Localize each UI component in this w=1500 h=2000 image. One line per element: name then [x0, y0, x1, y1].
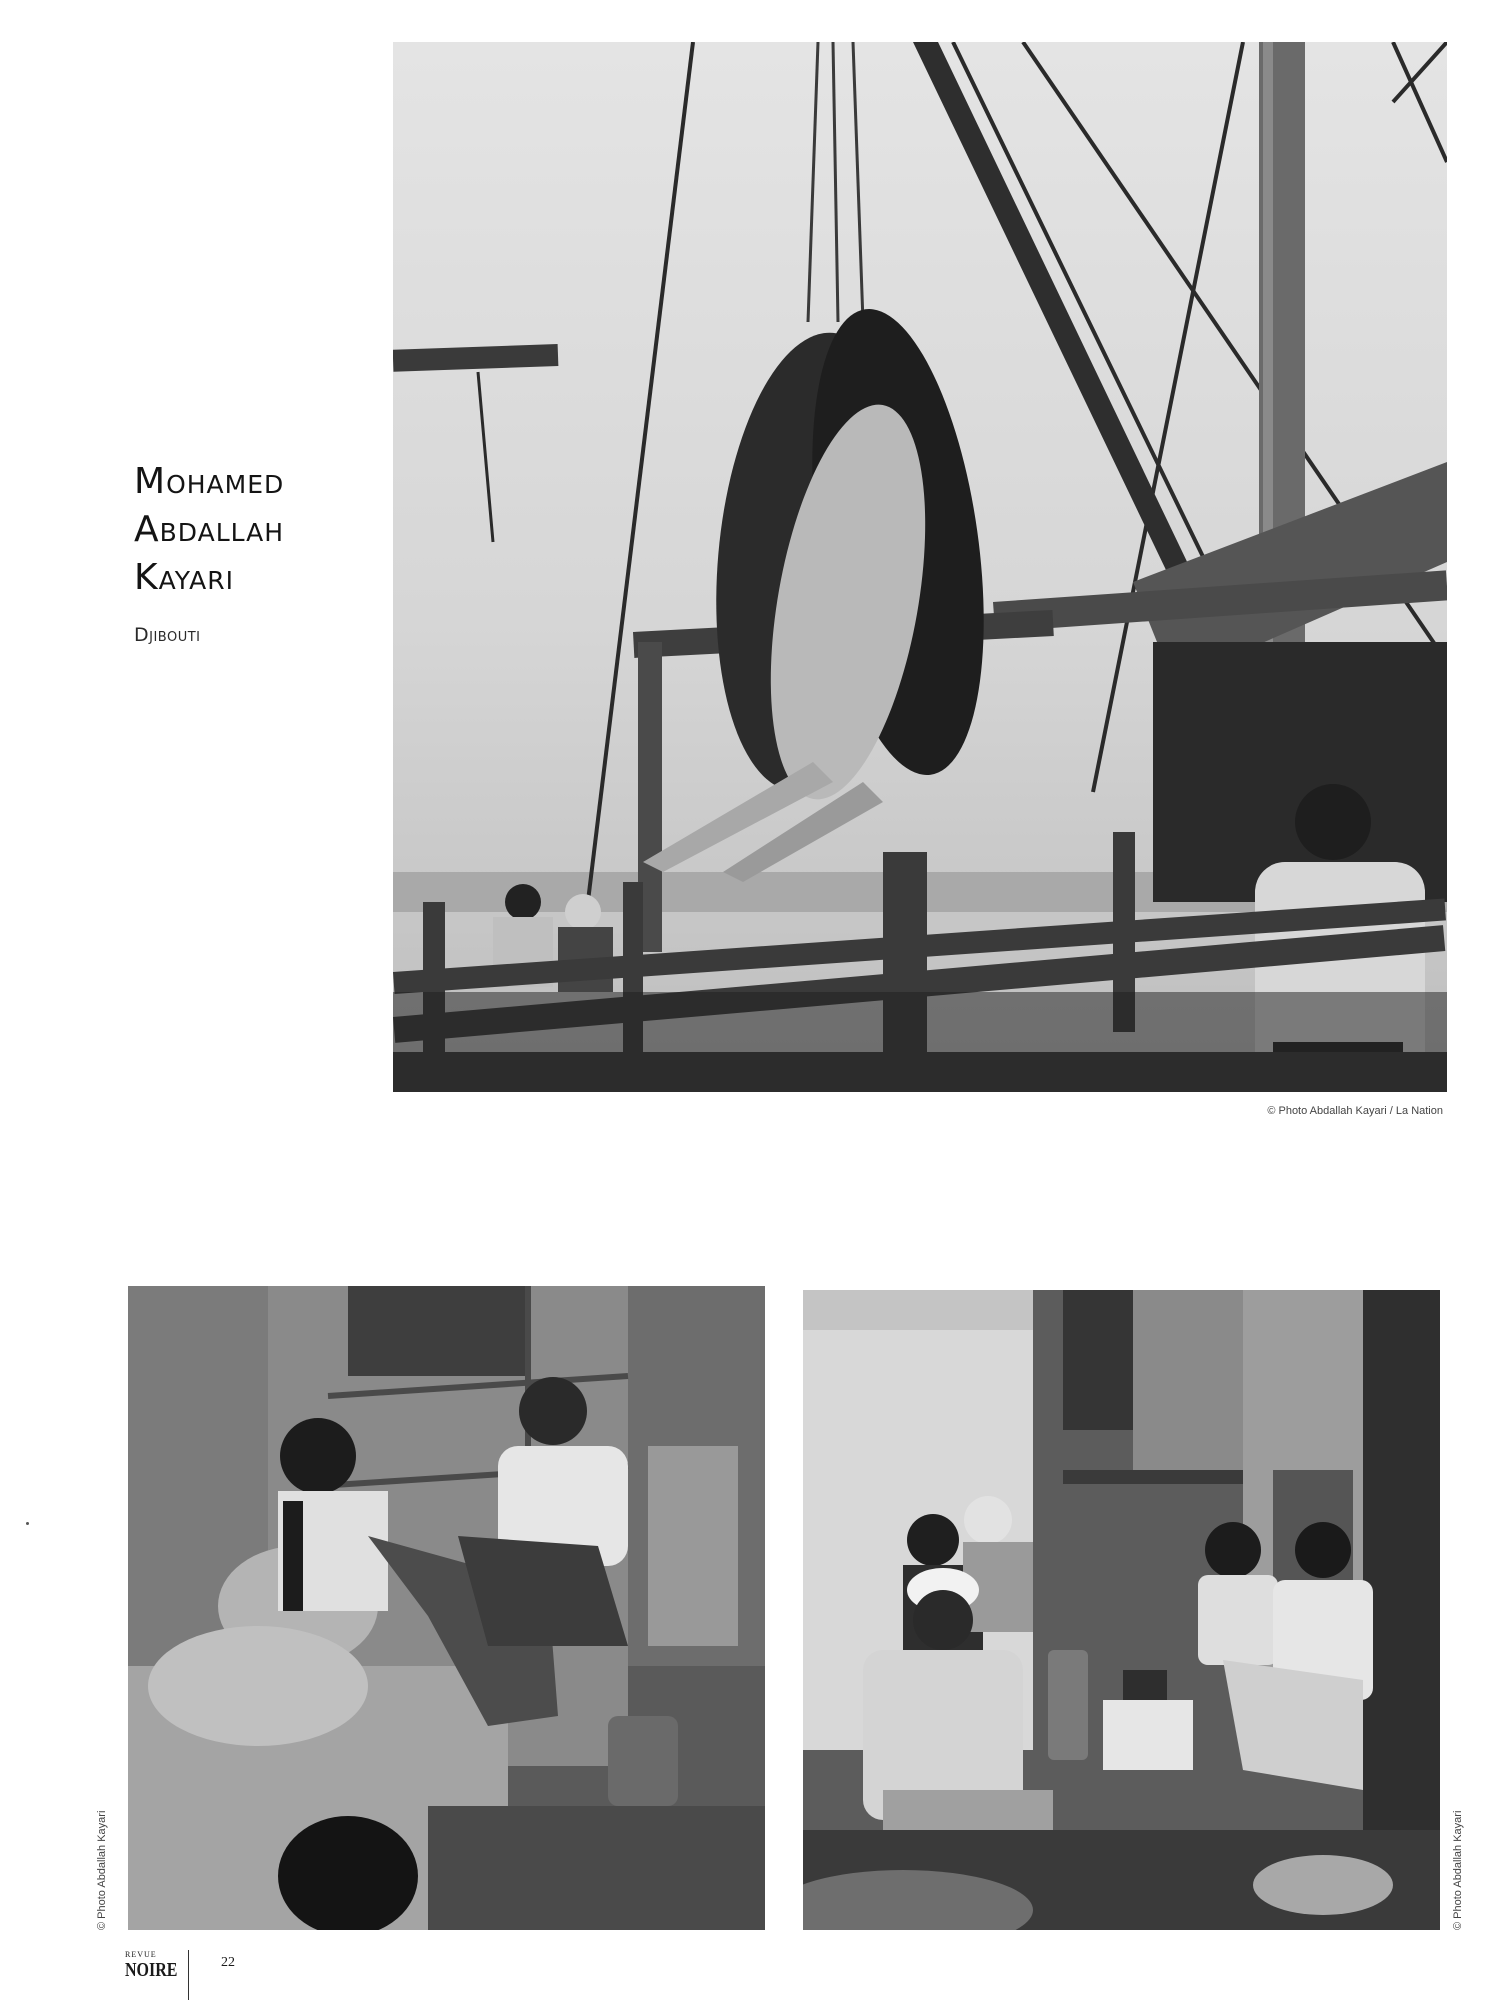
margin-dot [26, 1522, 29, 1525]
magazine-logo-big-text: NOIRE [125, 1959, 178, 1981]
photo-credit-bottom-left: © Photo Abdallah Kayari [96, 1810, 108, 1930]
photographer-name-line-2: Abdallah [134, 509, 285, 550]
photographer-country: Djibouti [134, 624, 201, 646]
photo-credit-top: © Photo Abdallah Kayari / La Nation [1267, 1105, 1443, 1117]
magazine-logo-small-text: REVUE [125, 1950, 157, 1959]
magazine-logo [125, 1950, 183, 1981]
article-title-block [134, 458, 384, 646]
page-number: 22 [221, 1955, 235, 1970]
footer-divider [188, 1950, 189, 2000]
photographer-name-line-1: Mohamed [134, 461, 285, 502]
photo-two-men-seated-indoors [128, 1286, 765, 1930]
page-footer [125, 1950, 325, 2000]
photo-group-of-men-with-radio [803, 1290, 1440, 1930]
photo-credit-bottom-right: © Photo Abdallah Kayari [1452, 1810, 1464, 1930]
photographer-name-line-3: Kayari [134, 557, 234, 598]
photo-livestock-hoisted-on-dhow [393, 42, 1447, 1092]
